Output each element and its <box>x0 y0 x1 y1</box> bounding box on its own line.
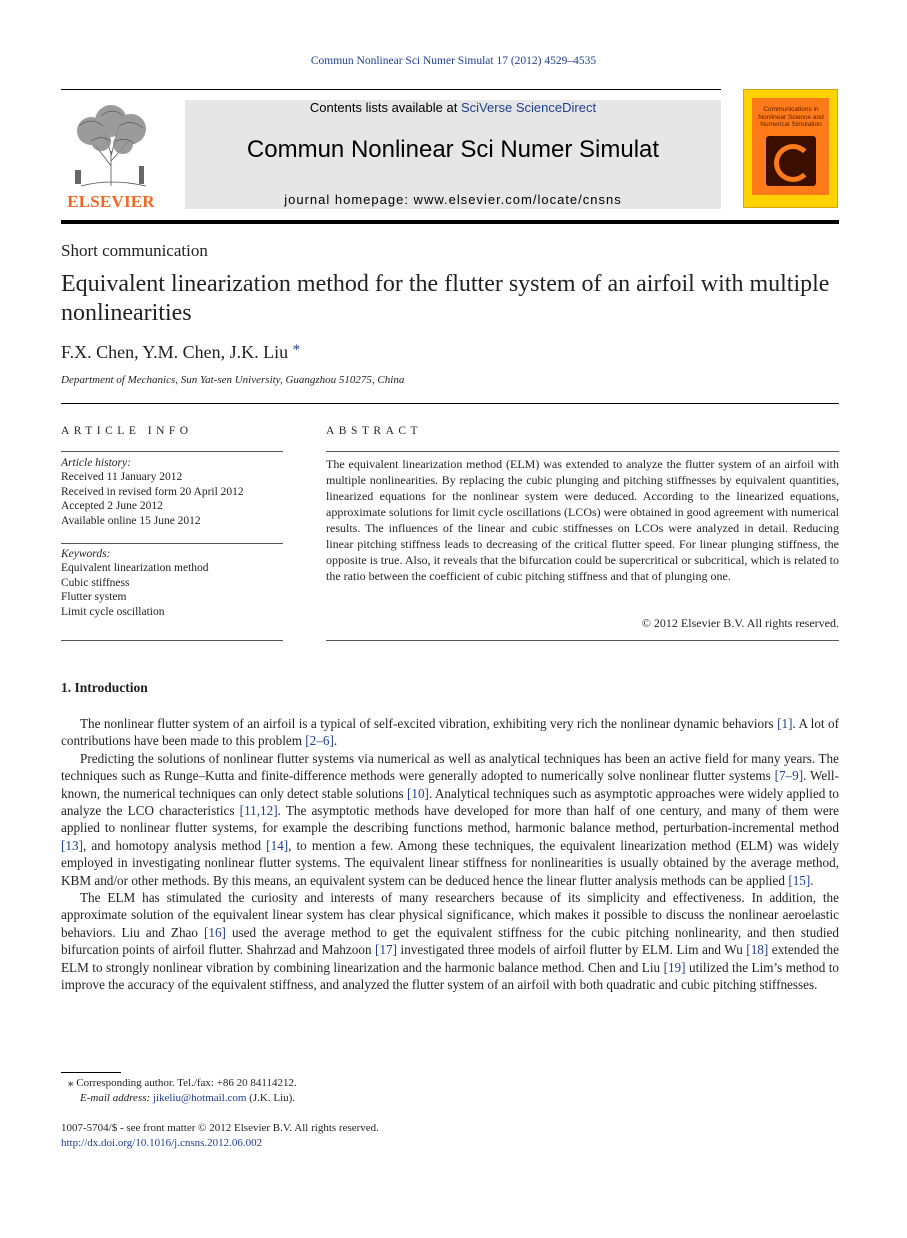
corresponding-author-footnote <box>68 1076 846 1089</box>
keyword: Limit cycle oscillation <box>61 605 165 618</box>
body-text: used the average method to get the equivalent stiffness for the cubic pitching nonlinearity, and then studied bifurcation points of airfoil flutter. Shahrzad and Mahzoon <box>61 924 839 958</box>
article-info-bottom-rule <box>61 640 283 641</box>
abstract-rule <box>326 451 839 452</box>
email-label: E-mail address: <box>80 1092 151 1104</box>
body-text: utilized the Lim’s method to improve the accuracy of the equivalent stiffness, and analyzed the flutter system of an airfoil with both quadratic and cubic pitching stiffnesses. <box>61 959 839 993</box>
citation-link[interactable]: [13] <box>61 837 83 853</box>
article-history <box>61 456 283 528</box>
abstract-bottom-rule <box>326 640 839 641</box>
history-label: Article history: <box>61 457 131 469</box>
body-text: , to mention a few. Among these techniques, the equivalent linearization method (ELM) was widely employed in investigating nonlinear flutter systems. The equivalent linear stiffness for nonlinearities is usually obtained by the average method, KBM and/or other methods. By this means, an equivalent system can be deduced hence the linear flutter analysis methods can be applied <box>61 837 839 888</box>
body-text: , and homotopy analysis method <box>82 837 267 853</box>
journal-cover-thumbnail[interactable] <box>743 89 838 208</box>
citation-link[interactable]: [2–6] <box>305 733 334 749</box>
abstract-heading: ABSTRACT <box>326 425 423 437</box>
abstract-copyright: © 2012 Elsevier B.V. All rights reserved. <box>641 616 839 630</box>
cover-artwork <box>766 136 816 186</box>
cover-title: Communications in Nonlinear Science and Numerical Simulation <box>758 106 824 128</box>
history-item: Accepted 2 June 2012 <box>61 500 163 513</box>
article-info-rule <box>61 451 283 452</box>
article-info-heading: ARTICLE INFO <box>61 425 193 437</box>
meta-divider <box>61 403 839 404</box>
body-text: . Analytical techniques such as asymptotic approaches were widely applied to analyze the LCO characteristics <box>61 785 839 819</box>
masthead-bottom-rule <box>61 220 839 224</box>
contents-availability <box>185 100 721 115</box>
email-footnote <box>80 1092 858 1104</box>
journal-citation[interactable]: Commun Nonlinear Sci Numer Simulat 17 (2012) 4529–4535 <box>310 55 597 67</box>
citation-link[interactable]: [7–9] <box>774 768 804 784</box>
authors: F.X. Chen, Y.M. Chen, J.K. Liu <box>61 342 289 362</box>
journal-homepage[interactable]: journal homepage: www.elsevier.com/locate/cnsns <box>284 192 622 207</box>
email-link[interactable]: jikeliu@hotmail.com <box>152 1092 247 1104</box>
history-item: Available online 15 June 2012 <box>61 514 201 527</box>
history-item: Received in revised form 20 April 2012 <box>61 485 244 498</box>
body-text: . <box>810 872 814 888</box>
body-text: . Well-known, the numerical techniques can only detect stable solutions <box>61 768 839 801</box>
body-text: Predicting the solutions of nonlinear flutter systems via numerical as well as analytical techniques has been an active field for many years. The techniques such as Runge–Kutta and finite-difference methods were generally adopted to numerically solve nonlinear flutter systems <box>61 750 839 784</box>
masthead-top-rule <box>61 89 721 90</box>
author-list <box>61 342 300 363</box>
keywords <box>61 547 283 619</box>
sciencedirect-link[interactable]: SciVerse ScienceDirect <box>460 100 597 115</box>
journal-name: Commun Nonlinear Sci Numer Simulat <box>246 136 660 163</box>
citation-link[interactable]: [1] <box>777 716 793 731</box>
doi-link[interactable]: http://dx.doi.org/10.1016/j.cnsns.2012.06.002 <box>61 1137 263 1149</box>
introduction-body <box>61 715 839 994</box>
abstract-text: The equivalent linearization method (ELM) was extended to analyze the flutter system of an airfoil with multiple nonlinearities. By replacing the cubic plunging and pitching stiffnesses by equivalent quantities, linearized equations for the nonlinear system were deduced. According to the linearized equations, approximate solutions for limit cycle oscillations (LCOs) were obtained in good agreement with numerical results. The influences of the linear and cubic stiffnesses on LCOs were analyzed in detail. Reducing linear pitching stiffness leads to decreasing of the critical flutter speed. For linear plunging stiffness, the opposite is true. Also, it reveals that the bifurcation could be supercritical or subcritical, which is related to the ratio between the coefficient of cubic pitching stiffness and that of plunging one. <box>326 457 839 583</box>
corresponding-author-link[interactable]: * <box>292 342 301 358</box>
front-matter: 1007-5704/$ - see front matter © 2012 Elsevier B.V. All rights reserved. <box>61 1122 379 1134</box>
body-text: . <box>333 733 338 749</box>
keywords-label: Keywords: <box>61 548 111 560</box>
citation-link[interactable]: [17] <box>375 942 398 958</box>
history-item: Received 11 January 2012 <box>61 471 183 484</box>
body-paragraph <box>61 715 839 750</box>
footnote-rule <box>61 1072 121 1073</box>
keyword: Cubic stiffness <box>61 576 130 589</box>
section-heading: 1. Introduction <box>61 680 148 695</box>
affiliation: Department of Mechanics, Sun Yat-sen University, Guangzhou 510275, China <box>61 374 405 386</box>
article-title: Equivalent linearization method for the flutter system of an airfoil with multiple nonlinearities <box>61 271 830 326</box>
body-text: investigated three models of airfoil flutter by ELM. Lim and Wu <box>397 942 747 958</box>
body-text: extended the ELM to strongly nonlinear vibration by combining linearization and the harmonic balance method. Chen and Liu <box>61 942 839 975</box>
body-text: . A lot of contributions have been made to this problem <box>61 716 839 749</box>
citation-link[interactable]: [14] <box>266 837 289 853</box>
body-paragraph <box>61 889 839 993</box>
body-text: The nonlinear flutter system of an airfoil is a typical of self-excited vibration, exhibiting very rich the nonlinear dynamic behaviors <box>80 716 778 731</box>
body-text: . The asymptotic methods have developed for more than half of one century, and many of them were applied to nonlinear flutter systems, for example the describing functions method, harmonic balance method, perturbation-incremental method <box>61 803 839 836</box>
contents-prefix: Contents lists available at <box>309 100 461 115</box>
elsevier-wordmark: ELSEVIER <box>67 192 155 211</box>
footnote-mark: ⁎ <box>68 1077 74 1089</box>
keyword: Flutter system <box>61 591 127 604</box>
email-suffix: (J.K. Liu). <box>246 1092 296 1104</box>
article-type: Short communication <box>61 241 208 260</box>
body-paragraph <box>61 750 839 889</box>
keyword: Equivalent linearization method <box>61 562 209 575</box>
citation-link[interactable]: [10] <box>406 785 429 801</box>
citation-link[interactable]: [18] <box>746 942 769 958</box>
keywords-rule <box>61 543 283 544</box>
citation-link[interactable]: [16] <box>203 924 226 940</box>
citation-link[interactable]: [11,12] <box>239 803 278 819</box>
citation-link[interactable]: [15] <box>788 872 811 888</box>
citation-link[interactable]: [19] <box>663 959 686 975</box>
corresponding-author-text: Corresponding author. Tel./fax: +86 20 84114212. <box>76 1077 297 1089</box>
body-text: The ELM has stimulated the curiosity and interests of many researchers because of its simplicity and effectiveness. In addition, the approximate solution of the equivalent linear system has clear physical significance, which makes it possible to discuss the nonlinear aeroelastic behaviors. Liu and Zhao <box>61 890 839 940</box>
